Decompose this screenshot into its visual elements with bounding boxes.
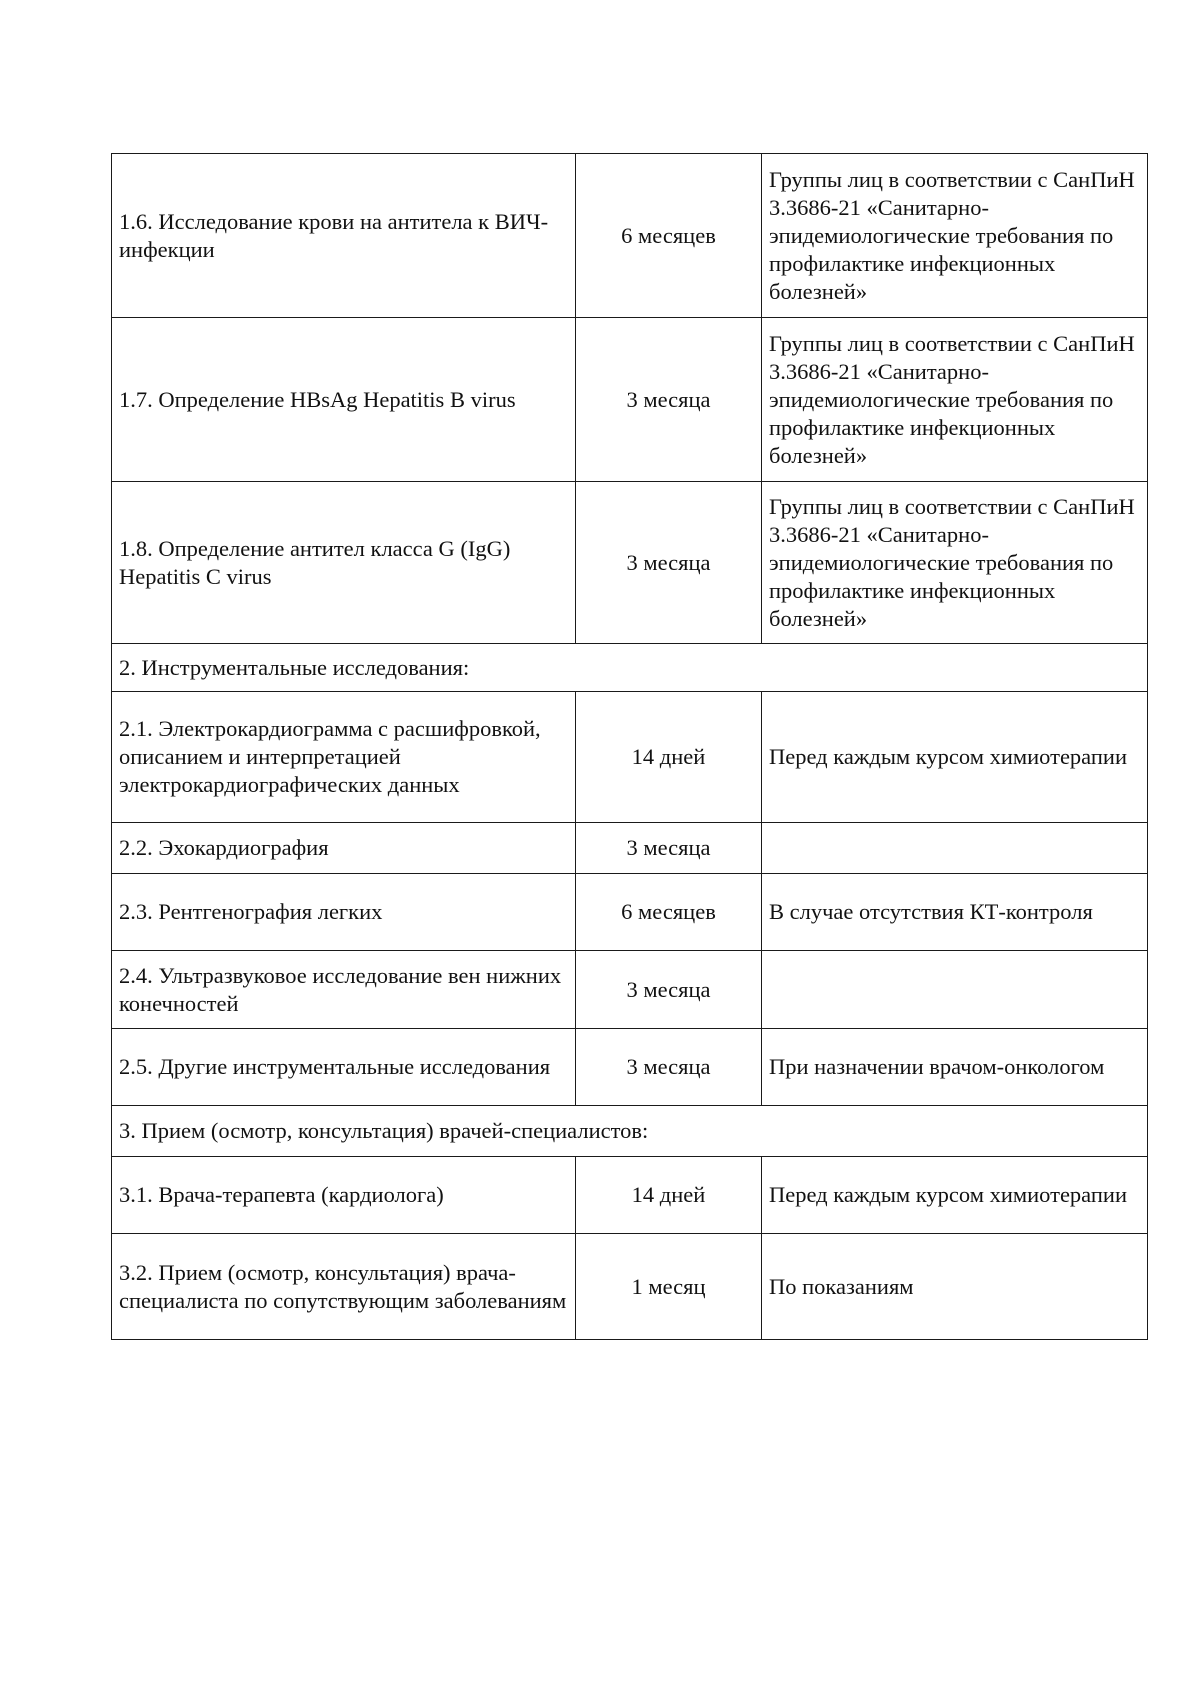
- exam-period: 3 месяца: [576, 482, 762, 644]
- exam-note: При назначении врачом-онкологом: [762, 1029, 1148, 1106]
- table-row-2-5: [112, 1029, 1148, 1106]
- exam-note: Группы лиц в соответствии с СанПиН 3.3686-21 «Санитарно-эпидемиологические требования по профилактике инфекционных болезней»: [762, 482, 1148, 644]
- table-row-2-1: [112, 692, 1148, 823]
- exam-period: 3 месяца: [576, 1029, 762, 1106]
- exam-note: По показаниям: [762, 1234, 1148, 1340]
- exam-period: 3 месяца: [576, 318, 762, 482]
- exam-note: [762, 951, 1148, 1029]
- table-row-3-1: [112, 1157, 1148, 1234]
- exam-note: [762, 823, 1148, 874]
- table-row-3-2: [112, 1234, 1148, 1340]
- exam-name: 2.5. Другие инструментальные исследования: [112, 1029, 576, 1106]
- exam-note: Перед каждым курсом химиотерапии: [762, 1157, 1148, 1234]
- table-row-1-8: [112, 482, 1148, 644]
- section-title: 2. Инструментальные исследования:: [112, 644, 1148, 692]
- exam-period: 3 месяца: [576, 823, 762, 874]
- exam-name: 1.6. Исследование крови на антитела к ВИЧ-инфекции: [112, 154, 576, 318]
- exam-name: 2.3. Рентгенография легких: [112, 874, 576, 951]
- exam-note: Группы лиц в соответствии с СанПиН 3.3686-21 «Санитарно-эпидемиологические требования по профилактике инфекционных болезней»: [762, 318, 1148, 482]
- section-row-2: [112, 644, 1148, 692]
- section-title: 3. Прием (осмотр, консультация) врачей-специалистов:: [112, 1106, 1148, 1157]
- exam-note: В случае отсутствия КТ-контроля: [762, 874, 1148, 951]
- exam-name: 3.2. Прием (осмотр, консультация) врача-специалиста по сопутствующим заболеваниям: [112, 1234, 576, 1340]
- exam-period: 14 дней: [576, 692, 762, 823]
- table-row-2-3: [112, 874, 1148, 951]
- exam-period: 3 месяца: [576, 951, 762, 1029]
- exam-period: 6 месяцев: [576, 874, 762, 951]
- table-row-2-2: [112, 823, 1148, 874]
- exam-name: 2.2. Эхокардиография: [112, 823, 576, 874]
- exam-name: 1.7. Определение HBsAg Hepatitis B virus: [112, 318, 576, 482]
- examination-table: [111, 153, 1148, 1340]
- table-row-2-4: [112, 951, 1148, 1029]
- exam-note: Перед каждым курсом химиотерапии: [762, 692, 1148, 823]
- exam-name: 2.4. Ультразвуковое исследование вен нижних конечностей: [112, 951, 576, 1029]
- exam-name: 1.8. Определение антител класса G (IgG) Hepatitis C virus: [112, 482, 576, 644]
- exam-period: 14 дней: [576, 1157, 762, 1234]
- section-row-3: [112, 1106, 1148, 1157]
- table-row-1-7: [112, 318, 1148, 482]
- table-row-1-6: [112, 154, 1148, 318]
- exam-name: 3.1. Врача-терапевта (кардиолога): [112, 1157, 576, 1234]
- exam-period: 6 месяцев: [576, 154, 762, 318]
- exam-name: 2.1. Электрокардиограмма с расшифровкой, описанием и интерпретацией электрокардиографических данных: [112, 692, 576, 823]
- exam-period: 1 месяц: [576, 1234, 762, 1340]
- exam-note: Группы лиц в соответствии с СанПиН 3.3686-21 «Санитарно-эпидемиологические требования по профилактике инфекционных болезней»: [762, 154, 1148, 318]
